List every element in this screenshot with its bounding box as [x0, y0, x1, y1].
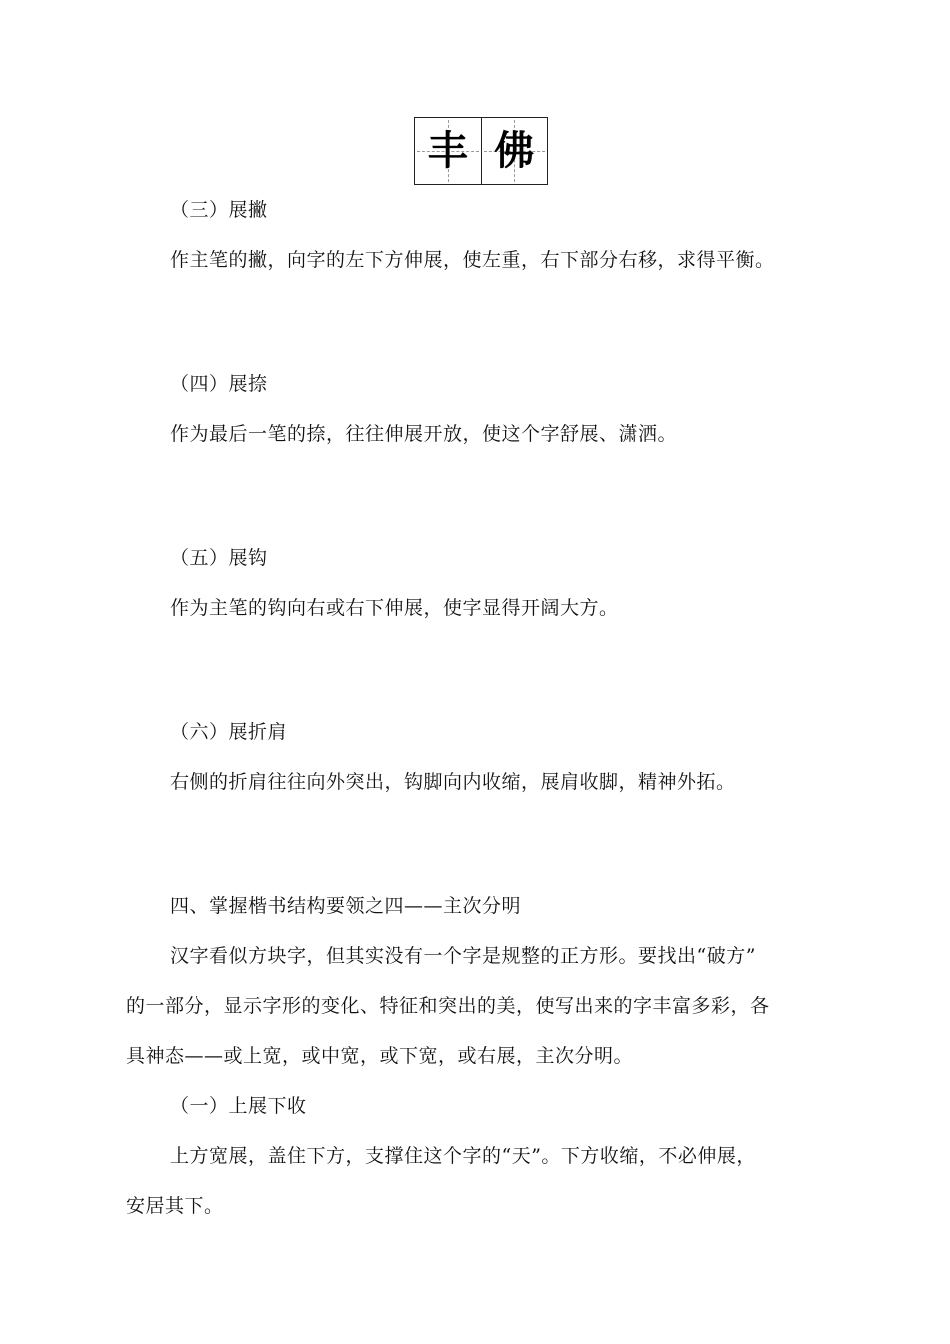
example-character: 丰 — [427, 127, 468, 174]
paragraph-line: 作为主笔的钩向右或右下伸展，使字显得开阔大方。 — [170, 597, 619, 619]
character-cell-right — [481, 118, 548, 184]
section-heading: （五）展钩 — [170, 547, 268, 569]
section-heading: （三）展撇 — [170, 199, 268, 221]
paragraph-line: 右侧的折肩往往向外突出，钩脚向内收缩，展肩收脚，精神外拓。 — [170, 771, 736, 793]
section-heading: （四）展捺 — [170, 373, 268, 395]
section-heading: （六）展折肩 — [170, 721, 288, 743]
paragraph-line: 的一部分，显示字形的变化、特征和突出的美，使写出来的字丰富多彩，各 — [126, 995, 770, 1017]
character-cell-left — [415, 118, 481, 184]
section-heading: （一）上展下收 — [170, 1095, 307, 1117]
paragraph-line: 具神态——或上宽，或中宽，或下宽，或右展，主次分明。 — [126, 1045, 634, 1067]
paragraph-line: 作主笔的撇，向字的左下方伸展，使左重，右下部分右移，求得平衡。 — [170, 249, 775, 271]
paragraph-line: 作为最后一笔的捺，往往伸展开放，使这个字舒展、潇洒。 — [170, 423, 678, 445]
paragraph-line: 安居其下。 — [126, 1195, 224, 1217]
chapter-heading: 四、掌握楷书结构要领之四——主次分明 — [170, 895, 522, 917]
paragraph-line: 汉字看似方块字，但其实没有一个字是规整的正方形。要找出“破方” — [170, 945, 756, 967]
character-example-box — [414, 117, 548, 185]
example-character: 佛 — [494, 127, 535, 174]
paragraph-line: 上方宽展，盖住下方，支撑住这个字的“天”。下方收缩，不必伸展， — [170, 1145, 756, 1167]
